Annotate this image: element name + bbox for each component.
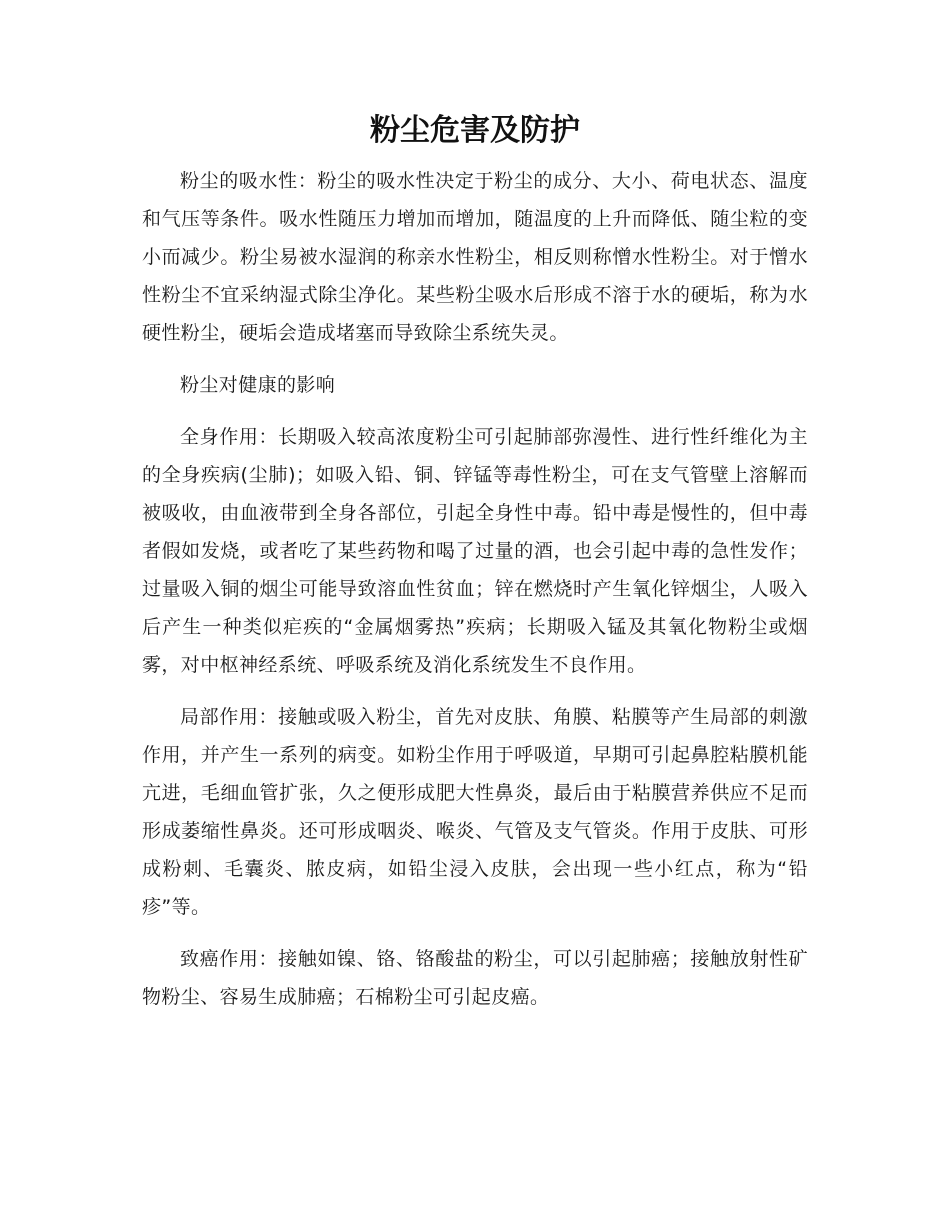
paragraph-dust-hygroscopicity: 粉尘的吸水性：粉尘的吸水性决定于粉尘的成分、大小、荷电状态、温度和气压等条件。吸水性随压力增加而增加，随温度的上升而降低、随尘粒的变小而减少。粉尘易被水湿润的称亲水性粉尘，相反则称憎水性粉尘。对于憎水性粉尘不宜采纳湿式除尘净化。某些粉尘吸水后形成不溶于水的硬垢，称为水硬性粉尘，硬垢会造成堵塞而导致除尘系统失灵。 (142, 170, 808, 344)
paragraph-systemic-effects: 全身作用：长期吸入较高浓度粉尘可引起肺部弥漫性、进行性纤维化为主的全身疾病(尘肺)；如吸入铅、铜、锌锰等毒性粉尘，可在支气管壁上溶解而被吸收，由血液带到全身各部位，引起全身性中毒。铅中毒是慢性的，但中毒者假如发烧，或者吃了某些药物和喝了过量的酒，也会引起中毒的急性发作；过量吸入铜的烟尘可能导致溶血性贫血；锌在燃烧时产生氧化锌烟尘，人吸入后产生一种类似疟疾的“金属烟雾热”疾病；长期吸入锰及其氧化物粉尘或烟雾，对中枢神经系统、呼吸系统及消化系统发生不良作用。 (142, 426, 808, 676)
paragraph-carcinogenic-effects: 致癌作用：接触如镍、铬、铬酸盐的粉尘，可以引起肺癌；接触放射性矿物粉尘、容易生成肺癌；石棉粉尘可引起皮癌。 (142, 948, 808, 1008)
paragraph-health-effects-heading: 粉尘对健康的影响 (180, 374, 336, 396)
paragraph-local-effects: 局部作用：接触或吸入粉尘，首先对皮肤、角膜、粘膜等产生局部的刺激作用，并产生一系列的病变。如粉尘作用于呼吸道，早期可引起鼻腔粘膜机能亢进，毛细血管扩张，久之便形成肥大性鼻炎，最后由于粘膜营养供应不足而形成萎缩性鼻炎。还可形成咽炎、喉炎、气管及支气管炎。作用于皮肤、可形成粉刺、毛囊炎、脓皮病，如铅尘浸入皮肤，会出现一些小红点，称为“铅疹”等。 (142, 706, 808, 918)
document-body (142, 162, 808, 1030)
document-title: 粉尘危害及防护 (370, 113, 580, 148)
